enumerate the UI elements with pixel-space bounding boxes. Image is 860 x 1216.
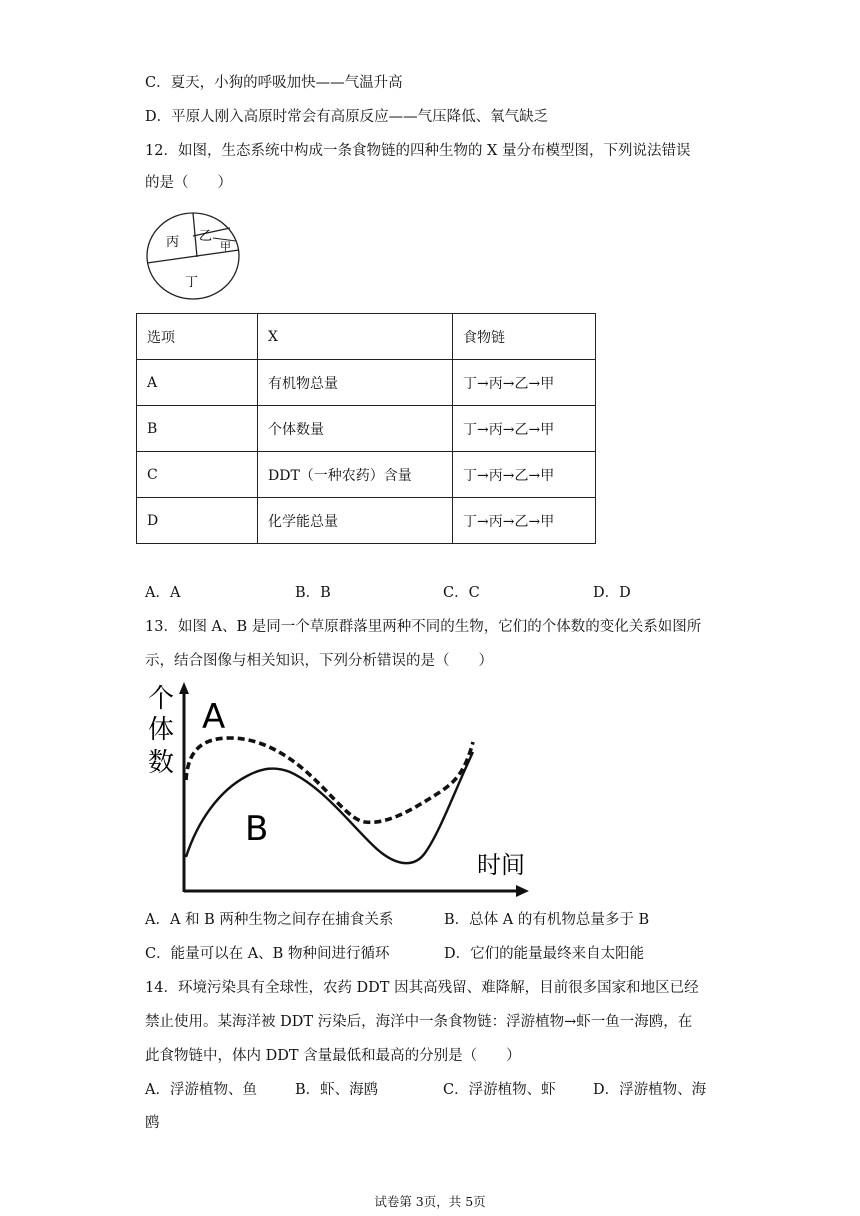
q13-option-d: D．它们的能量最终来自太阳能 [444, 946, 645, 962]
q12-stem-line2: 的是（ ） [145, 175, 232, 191]
pie-label-jia: 甲 [220, 240, 231, 253]
q12-stem-line1: 12．如图，生态系统中构成一条食物链的四种生物的 X 量分布模型图，下列说法错误 [145, 143, 691, 159]
table-cell: 丁→丙→乙→甲 [453, 360, 596, 406]
q14-option-a: A．浮游植物、鱼 [145, 1082, 257, 1098]
table-cell: DDT（一种农药）含量 [258, 452, 453, 498]
q12-option-a: A．A [145, 585, 181, 601]
q11-option-c: C．夏天，小狗的呼吸加快——气温升高 [145, 75, 403, 91]
table-cell: 丁→丙→乙→甲 [453, 406, 596, 452]
graph-label-b: B [245, 809, 269, 849]
table-cell: 化学能总量 [258, 498, 453, 544]
q14-option-d: D．浮游植物、海 [593, 1082, 707, 1098]
table-row [137, 406, 596, 452]
table-cell: B [137, 406, 258, 452]
graph-label-a: A [202, 697, 226, 737]
table-row [137, 452, 596, 498]
table-cell: 个体数量 [258, 406, 453, 452]
graph-x-label: 时间 [477, 851, 525, 879]
table-cell: A [137, 360, 258, 406]
q11-option-d: D．平原人刚入高原时常会有高原反应——气压降低、氧气缺乏 [145, 109, 549, 125]
q14-option-c: C．浮游植物、虾 [443, 1082, 556, 1098]
q14-stem-line1: 14．环境污染具有全球性，农药 DDT 因其高残留、难降解，目前很多国家和地区已经 [145, 980, 699, 996]
table-header-cell: X [258, 314, 453, 360]
q12-pie-diagram [140, 208, 250, 304]
page-footer: 试卷第 3页，共 5页 [374, 1194, 486, 1209]
q12-option-c: C．C [443, 585, 480, 601]
table-row [137, 498, 596, 544]
table-row [137, 360, 596, 406]
table-cell: D [137, 498, 258, 544]
q12-table [136, 313, 596, 544]
pie-label-bing: 丙 [166, 235, 180, 250]
q14-stem-line3: 此食物链中，体内 DDT 含量最低和最高的分别是（ ） [145, 1048, 521, 1064]
table-header-row [137, 314, 596, 360]
q13-stem-line1: 13．如图 A、B 是同一个草原群落里两种不同的生物，它们的个体数的变化关系如图所 [145, 619, 702, 635]
q14-option-b: B．虾、海鸥 [295, 1082, 379, 1098]
q13-stem-line2: 示，结合图像与相关知识，下列分析错误的是（ ） [145, 653, 493, 669]
graph-y-label-char: 数 [148, 748, 175, 778]
q13-option-c: C．能量可以在 A、B 物种间进行循环 [145, 946, 390, 962]
pie-label-yi: 乙 [199, 229, 213, 244]
q13-population-graph [140, 680, 535, 905]
table-cell: 丁→丙→乙→甲 [453, 498, 596, 544]
table-header-cell: 选项 [137, 314, 258, 360]
table-cell: 丁→丙→乙→甲 [453, 452, 596, 498]
pie-label-ding: 丁 [185, 275, 199, 290]
graph-y-label-char: 体 [148, 715, 175, 745]
table-header-cell: 食物链 [453, 314, 596, 360]
graph-y-label-char: 个 [148, 684, 175, 714]
table-cell: C [137, 452, 258, 498]
table-cell: 有机物总量 [258, 360, 453, 406]
q14-stem-line2: 禁止使用。某海洋被 DDT 污染后，海洋中一条食物链：浮游植物→虾一鱼一海鸥，在 [145, 1014, 693, 1030]
q13-option-a: A．A 和 B 两种生物之间存在捕食关系 [145, 912, 394, 928]
q12-option-b: B．B [295, 585, 331, 601]
q12-option-d: D．D [593, 585, 631, 601]
q14-option-d-wrap: 鸥 [145, 1115, 160, 1131]
q13-option-b: B．总体 A 的有机物总量多于 B [444, 912, 650, 928]
